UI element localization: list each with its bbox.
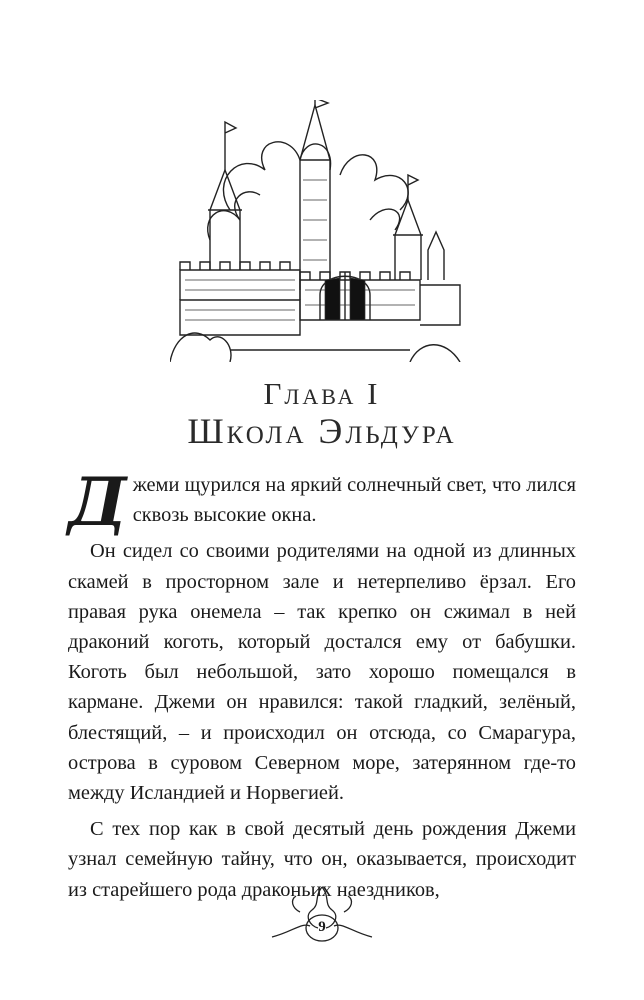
drop-cap: Д (68, 463, 127, 541)
flame-ornament-icon (262, 882, 382, 952)
paragraph: Он сидел со своими родителями на одной из длинных скамей в просторном зале и нетерпеливо ёрзал. Его правая рука онемела – так крепко он сжимал в ней драконий коготь, который достался ему от бабушки. Коготь был небольшой, зато хорошо помещался в кармане. Джеми он нравился: такой гладкий, зелёный, блестящий, – и происходил он отсюда, со Смарагура, острова в суровом Северном море, затерянном где-то между Исландией и Норвегией. (68, 540, 576, 805)
body-text (68, 463, 576, 911)
paragraph-text: жеми щурился на яркий солнечный свет, что лился сквозь высокие окна. (132, 474, 576, 527)
chapter-number: Глава I (263, 376, 381, 411)
page-number: 9 (318, 919, 326, 935)
paragraph: С тех пор как в свой десятый день рождения Джеми узнал семейную тайну, что он, оказывается, происходит из старейшего рода драконьих наездников, (68, 818, 576, 901)
castle-illustration (170, 100, 470, 362)
chapter-title: Школа Эльдура (187, 411, 457, 451)
paragraph (68, 463, 576, 541)
